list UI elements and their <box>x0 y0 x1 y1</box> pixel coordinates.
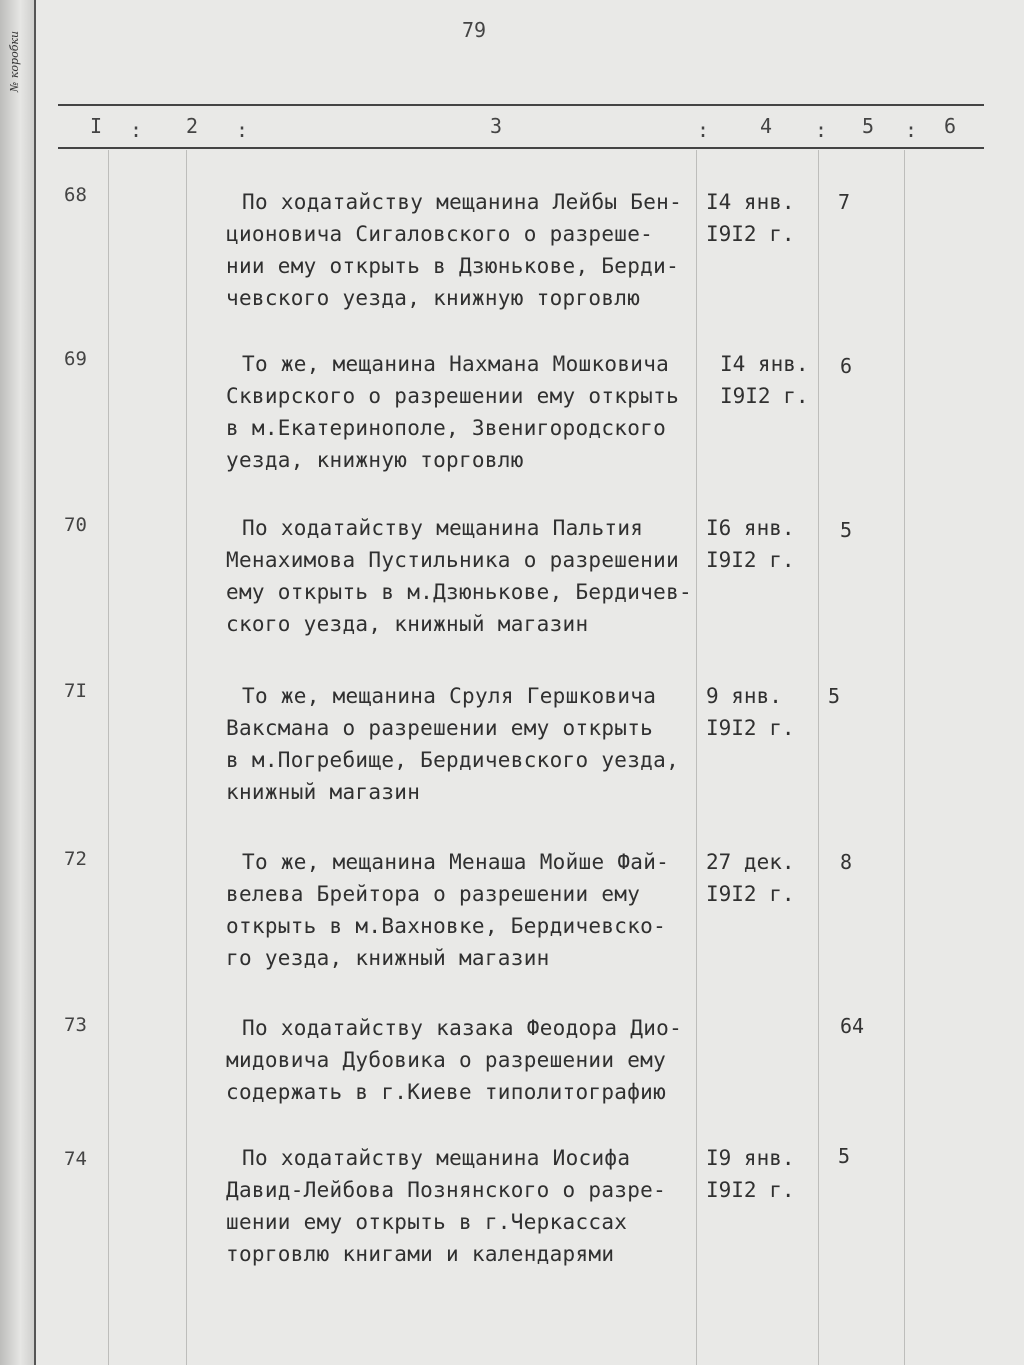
date-year: I9I2 г. <box>706 716 795 740</box>
date-day: 27 дек. <box>706 850 795 874</box>
description-line: ского уезда, книжный магазин <box>226 612 589 636</box>
description-line: Сквирского о разрешении ему открыть <box>226 384 680 408</box>
column-line <box>186 150 187 1365</box>
header-separator: : <box>905 118 918 142</box>
row-sheet-count: 7 <box>838 190 851 214</box>
header-separator: : <box>236 118 249 142</box>
description-line: По ходатайству мещанина Иосифа <box>242 1146 631 1170</box>
date-year: I9I2 г. <box>706 882 795 906</box>
header-rule-bottom <box>58 147 984 149</box>
description-line: чевского уезда, книжную торговлю <box>226 286 641 310</box>
date-day: I4 янв. <box>720 352 809 376</box>
description-line: открыть в м.Вахновке, Бердичевско- <box>226 914 667 938</box>
row-number: 7I <box>64 680 87 702</box>
date-day: I4 янв. <box>706 190 795 214</box>
row-sheet-count: 5 <box>828 684 841 708</box>
row-description <box>226 1142 721 1270</box>
row-description <box>226 1012 721 1108</box>
description-line: Менахимова Пустильника о разрешении <box>226 548 680 572</box>
description-line: То же, мещанина Менаша Мойше Фай- <box>242 850 670 874</box>
date-year: I9I2 г. <box>706 1178 795 1202</box>
row-description <box>226 846 721 974</box>
description-line: уезда, книжную торговлю <box>226 448 524 472</box>
date-year: I9I2 г. <box>706 222 795 246</box>
row-sheet-count: 64 <box>840 1014 865 1038</box>
header-col-2: 2 <box>186 114 199 138</box>
description-line: По ходатайству мещанина Пальтия <box>242 516 644 540</box>
header-col-4: 4 <box>760 114 773 138</box>
row-description <box>226 680 721 808</box>
row-number: 74 <box>64 1148 87 1170</box>
column-line <box>108 150 109 1365</box>
row-date <box>706 512 795 576</box>
description-line: То же, мещанина Нахмана Мошковича <box>242 352 670 376</box>
column-line <box>904 150 905 1365</box>
header-separator: : <box>130 118 143 142</box>
row-date <box>706 846 795 910</box>
date-year: I9I2 г. <box>720 384 809 408</box>
row-description <box>226 186 721 314</box>
header-col-1: I <box>90 114 103 138</box>
description-line: в м.Погребище, Бердичевского уезда, <box>226 748 680 772</box>
page-number: 79 <box>462 18 487 42</box>
description-line: мидовича Дубовика о разрешении ему <box>226 1048 667 1072</box>
row-sheet-count: 6 <box>840 354 853 378</box>
description-line: Давид-Лейбова Познянского о разре- <box>226 1178 667 1202</box>
row-sheet-count: 5 <box>840 518 853 542</box>
description-line: в м.Екатеринополе, Звенигородского <box>226 416 667 440</box>
description-line: То же, мещанина Сруля Гершковича <box>242 684 657 708</box>
row-sheet-count: 8 <box>840 850 853 874</box>
binder-label <box>2 6 28 116</box>
row-date <box>720 348 809 412</box>
binder-strip <box>0 0 36 1365</box>
description-line: нии ему открыть в Дзюнькове, Берди- <box>226 254 680 278</box>
description-line: го уезда, книжный магазин <box>226 946 550 970</box>
description-line: По ходатайству казака Феодора Дио- <box>242 1016 683 1040</box>
row-sheet-count: 5 <box>838 1144 851 1168</box>
row-date <box>706 186 795 250</box>
column-line <box>818 150 819 1365</box>
description-line: содержать в г.Киеве типолитографию <box>226 1080 667 1104</box>
description-line: книжный магазин <box>226 780 421 804</box>
date-day: I9 янв. <box>706 1146 795 1170</box>
row-description <box>226 348 721 476</box>
header-separator: : <box>697 118 710 142</box>
description-line: торговлю книгами и календарями <box>226 1242 615 1266</box>
header-col-5: 5 <box>862 114 875 138</box>
row-description <box>226 512 721 640</box>
date-year: I9I2 г. <box>706 548 795 572</box>
row-number: 72 <box>64 848 87 870</box>
date-day: I6 янв. <box>706 516 795 540</box>
description-line: Ваксмана о разрешении ему открыть <box>226 716 654 740</box>
row-number: 68 <box>64 184 87 206</box>
description-line: ционовича Сигаловского о разреше- <box>226 222 654 246</box>
description-line: шении ему открыть в г.Черкассах <box>226 1210 628 1234</box>
row-date <box>706 680 795 744</box>
description-line: велева Брейтора о разрешении ему <box>226 882 641 906</box>
row-number: 70 <box>64 514 87 536</box>
date-day: 9 янв. <box>706 684 782 708</box>
header-col-3: 3 <box>490 114 503 138</box>
description-line: По ходатайству мещанина Лейбы Бен- <box>242 190 683 214</box>
description-line: ему открыть в м.Дзюнькове, Бердичев- <box>226 580 692 604</box>
row-number: 73 <box>64 1014 87 1036</box>
row-date <box>706 1142 795 1206</box>
header-separator: : <box>815 118 828 142</box>
header-col-6: 6 <box>944 114 957 138</box>
header-rule-top <box>58 104 984 106</box>
binder-label-text: № коробки <box>8 30 22 92</box>
row-number: 69 <box>64 348 87 370</box>
